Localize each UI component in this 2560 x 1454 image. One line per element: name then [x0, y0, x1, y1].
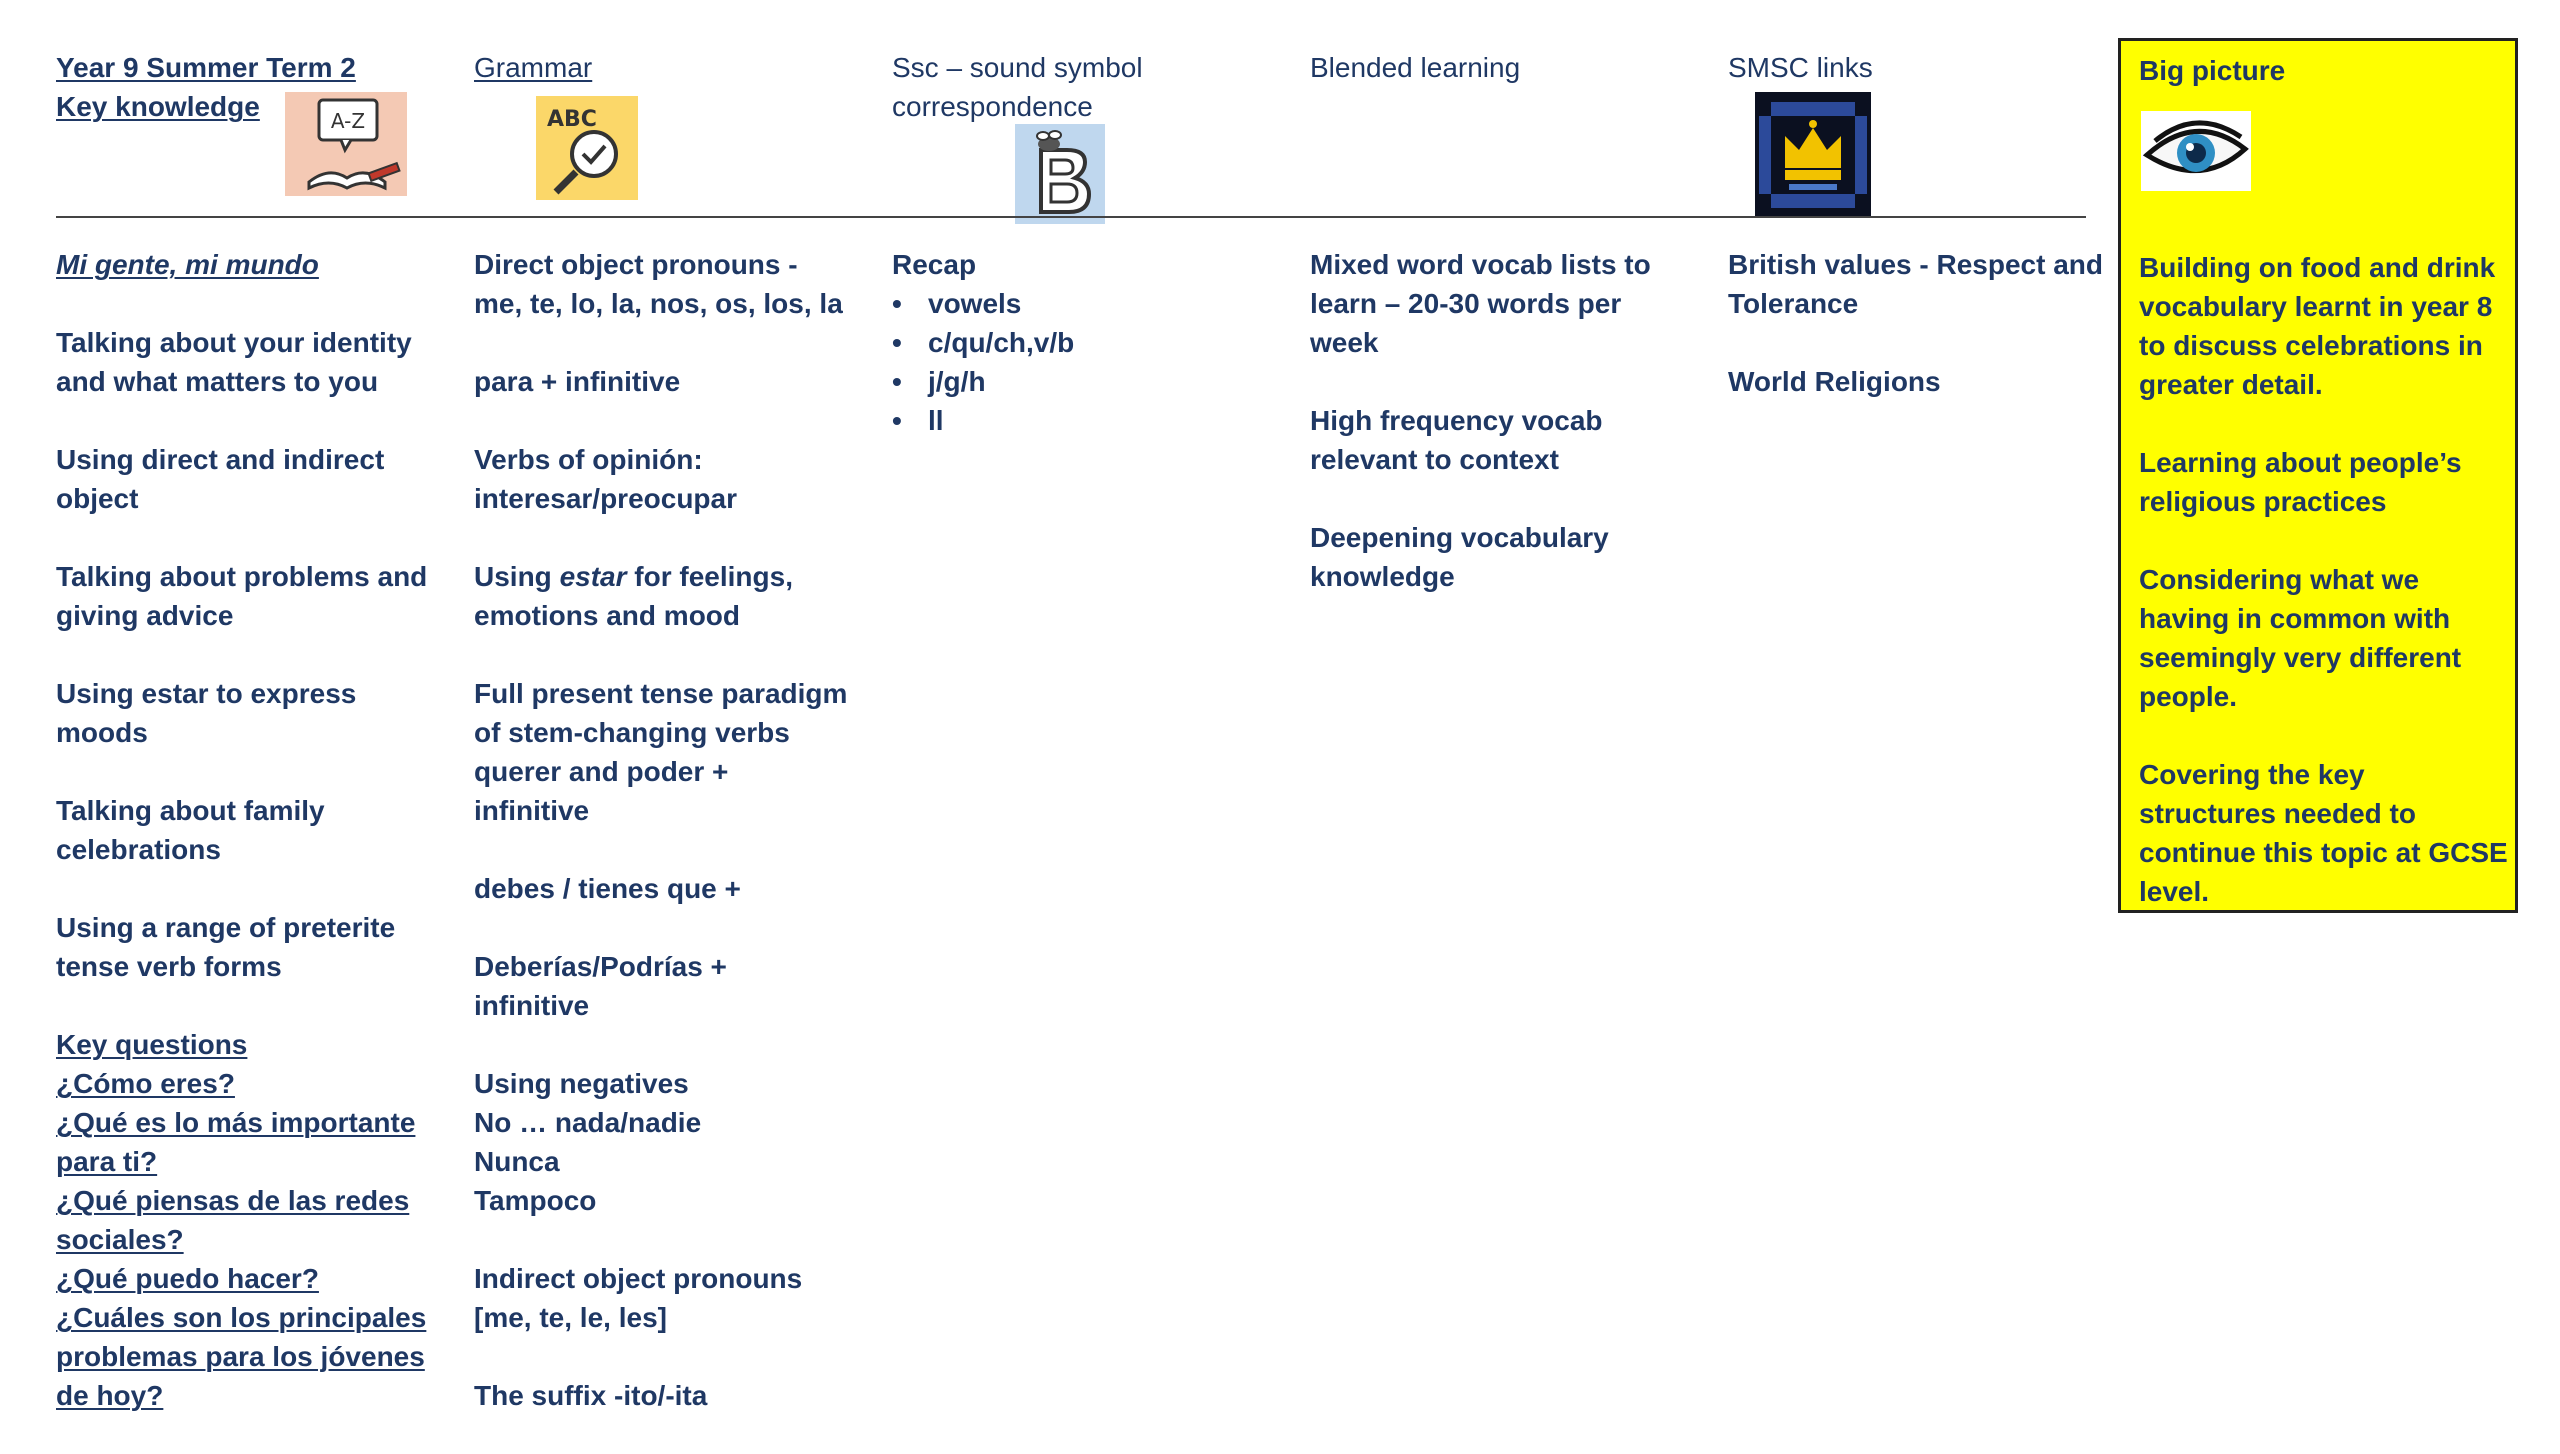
big-picture-box [2118, 38, 2518, 913]
key-question-link[interactable]: problemas para los jóvenes [56, 1341, 425, 1372]
blended-item: Mixed word vocab lists to learn – 20-30 words per week [1310, 249, 1651, 358]
ssc-recap [892, 245, 1292, 440]
key-question-link[interactable]: ¿Qué es lo más importante [56, 1107, 416, 1138]
big-picture-item: Building on food and drink vocabulary learnt in year 8 to discuss celebrations in greater detail. [2139, 252, 2496, 400]
abc-magnifier-check-icon [536, 96, 638, 200]
svg-text:ABC: ABC [547, 107, 597, 132]
key-question-link[interactable]: ¿Qué piensas de las redes [56, 1185, 410, 1216]
knowledge-item: Talking about family celebrations [56, 795, 325, 865]
knowledge-item: Talking about problems and giving advice [56, 561, 428, 631]
recap-bullet: • j/g/h [892, 362, 1292, 401]
smsc-item: British values - Respect and Tolerance [1728, 249, 2104, 319]
key-questions-title[interactable]: Key questions [56, 1029, 248, 1060]
recap-bullet: • vowels [892, 284, 1292, 323]
grammar-title[interactable]: Grammar [474, 52, 593, 83]
knowledge-item: Using estar to express moods [56, 678, 357, 748]
bee-letter-b-icon [1015, 124, 1105, 224]
blended-item: Deepening vocabulary knowledge [1310, 522, 1609, 592]
recap-title: Recap [892, 249, 977, 280]
key-knowledge-body [56, 245, 446, 1454]
grammar-column [474, 48, 874, 128]
a-z-dictionary-icon [285, 92, 407, 196]
blended-body [1310, 245, 1710, 635]
grammar-item: Using estar for feelings, emotions and mood [474, 561, 793, 631]
grammar-item: Deberías/Podrías + infinitive [474, 951, 727, 1021]
grammar-body [474, 245, 874, 1454]
key-question-link[interactable]: sociales? [56, 1224, 184, 1255]
term-title: Year 9 Summer Term 2 [56, 52, 356, 83]
knowledge-item: Using a range of preterite tense verb forms [56, 912, 396, 982]
blended-header [1310, 48, 1710, 128]
key-question-link[interactable]: ¿Qué puedo hacer? [56, 1263, 319, 1294]
smsc-item: World Religions [1728, 366, 1941, 397]
ssc-title: Ssc – sound symbol [892, 52, 1143, 83]
big-picture-item: Considering what we having in common with seemingly very different people. [2139, 564, 2462, 712]
ssc-header [892, 48, 1292, 128]
big-picture-content [2139, 248, 2511, 950]
smsc-body [1728, 245, 2118, 440]
grammar-item: Direct object pronouns - me, te, lo, la, nos, os, los, la [474, 249, 843, 319]
ssc-body [892, 245, 1292, 440]
recap-bullet: • c/qu/ch,v/b [892, 323, 1292, 362]
topic-title[interactable]: Mi gente, mi mundo [56, 249, 319, 280]
smsc-crown-emblem-icon [1755, 92, 1871, 218]
ssc-title-line2: correspondence [892, 91, 1093, 122]
grammar-header [474, 48, 874, 128]
blended-title: Blended learning [1310, 52, 1521, 83]
header-divider [56, 216, 2086, 218]
grammar-item: The suffix -ito/-ita [474, 1380, 708, 1411]
key-question-link[interactable]: ¿Cómo eres? [56, 1068, 235, 1099]
grammar-item: Full present tense paradigm of stem-changing verbs querer and poder + infinitive [474, 678, 848, 826]
blended-column [1310, 48, 1710, 128]
blended-item: High frequency vocab relevant to context [1310, 405, 1603, 475]
key-knowledge-title: Key knowledge [56, 91, 260, 122]
grammar-item: para + infinitive [474, 366, 681, 397]
ssc-column [892, 48, 1292, 128]
knowledge-item: Talking about your identity and what matters to you [56, 327, 412, 397]
recap-list [892, 284, 1292, 440]
eye-icon [2141, 111, 2251, 191]
big-picture-title: Big picture [2139, 55, 2286, 86]
key-questions [56, 1025, 446, 1415]
knowledge-item: Using direct and indirect object [56, 444, 385, 514]
big-picture-item: Covering the key structures needed to continue this topic at GCSE level. [2139, 759, 2508, 907]
grammar-item: Indirect object pronouns [me, te, le, les] [474, 1263, 803, 1333]
smsc-title: SMSC links [1728, 52, 1873, 83]
grammar-item: debes / tienes que + [474, 873, 741, 904]
grammar-item: Using negatives No … nada/nadie Nunca Tampoco [474, 1068, 702, 1216]
grammar-item: Verbs of opinión: interesar/preocupar [474, 444, 737, 514]
key-question-link[interactable]: para ti? [56, 1146, 158, 1177]
key-question-link[interactable]: de hoy? [56, 1380, 164, 1411]
svg-text:A-Z: A-Z [330, 109, 366, 133]
recap-bullet: • ll [892, 401, 1292, 440]
big-picture-item: Learning about people’s religious practices [2139, 447, 2462, 517]
key-question-link[interactable]: ¿Cuáles son los principales [56, 1302, 427, 1333]
